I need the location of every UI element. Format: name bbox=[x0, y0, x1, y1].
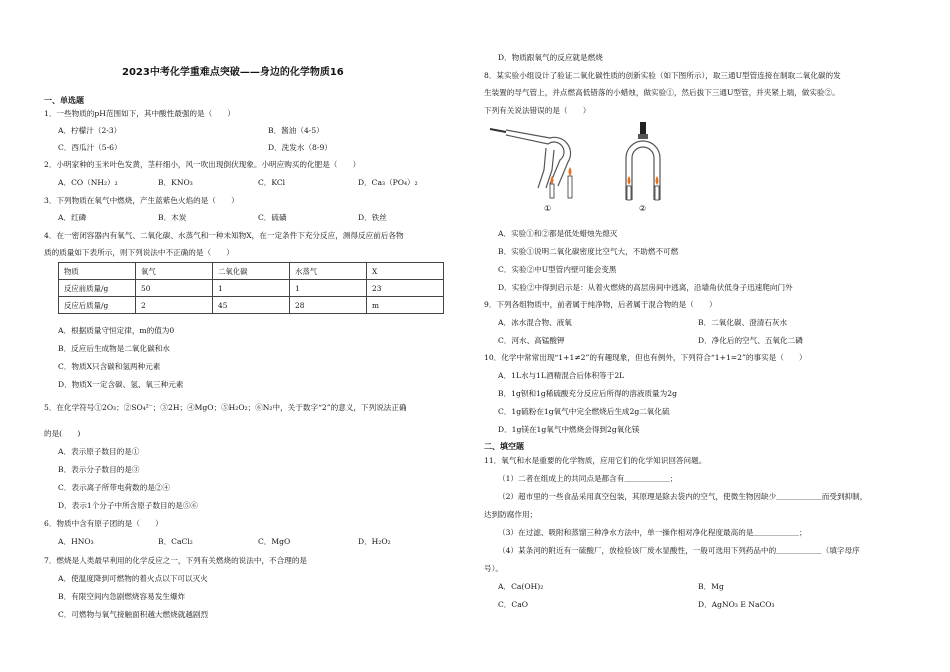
table-row bbox=[59, 263, 444, 280]
section-heading-fill-in: 二、填空题 bbox=[484, 442, 524, 451]
question-5-stem-line2: 的是( ) bbox=[44, 429, 81, 438]
question-8-option-a: A．实验①和②都是低处蜡烛先熄灭 bbox=[498, 229, 618, 238]
question-4-stem-line2: 质的质量如下表所示，则下列说法中不正确的是（ ） bbox=[44, 248, 234, 257]
table-cell: 反应后质量/g bbox=[59, 297, 136, 314]
question-6-option-d: D．H₂O₂ bbox=[358, 537, 391, 546]
question-8-stem-line2: 生装置的导气管上，并点燃高低错落的小蜡烛，做实验①，然后拔下三通U型管，并夹紧上端，做实验②。 bbox=[484, 88, 840, 97]
table-cell: X bbox=[367, 263, 444, 280]
question-11-part-2-line1: （2）超市里的一些食品采用真空包装，其原理是除去袋内的空气，使微生物因缺少＿＿＿＿＿＿而受到抑制， bbox=[498, 492, 868, 501]
document-title: 2023中考化学重难点突破——身边的化学物质16 bbox=[122, 67, 344, 78]
question-7-stem: 7．燃烧是人类最早利用的化学反应之一，下列有关燃烧的说法中，不合理的是 bbox=[44, 556, 308, 565]
question-8-stem-line1: 8．某实验小组设计了验证二氧化碳性质的创新实验（如下图所示），取三通U型管连接在制取二氧化碳的发 bbox=[484, 71, 841, 80]
question-6-option-b: B．CaCl₂ bbox=[158, 537, 193, 546]
question-11-part-2-line2: 达到防腐作用； bbox=[484, 510, 538, 519]
question-5-option-a: A．表示原子数目的是① bbox=[58, 447, 140, 456]
question-7-option-c: C．可燃物与氧气接触面积越大燃烧就越剧烈 bbox=[58, 610, 209, 619]
question-1-option-a: A．柠檬汁（2-3） bbox=[58, 126, 122, 135]
question-11-option-a: A．Ca(OH)₂ bbox=[498, 582, 544, 591]
question-9-option-d: D．净化后的空气、五氧化二磷 bbox=[698, 336, 803, 345]
question-11-part-4-line2: 号）。 bbox=[484, 564, 503, 573]
question-9-stem: 9．下列各组物质中，前者属于纯净物，后者属于混合物的是（ ） bbox=[484, 300, 717, 309]
question-8-option-c: C．实验②中U型管内壁可能会变黑 bbox=[498, 265, 617, 274]
question-8-option-d: D．实验②中得到启示是：从着火燃烧的高层房间中逃离，沿墙角伏低身子迅速爬向门外 bbox=[498, 283, 793, 292]
question-10-option-c: C．1g硫粉在1g氧气中完全燃烧后生成2g二氧化硫 bbox=[498, 407, 670, 416]
question-9-option-c: C．河水、高锰酸钾 bbox=[498, 336, 565, 345]
question-1-option-d: D．洗发水（8-9） bbox=[268, 143, 332, 152]
question-1-stem: 1．一些物质的pH范围如下，其中酸性最强的是（ ） bbox=[44, 109, 235, 118]
table-row bbox=[59, 280, 444, 297]
question-6-option-c: C．MgO bbox=[258, 537, 291, 546]
question-4-option-d: D．物质X一定含碳、氢、氧三种元素 bbox=[58, 380, 184, 389]
question-11-part-1: （1）二者在组成上的共同点是都含有＿＿＿＿＿＿； bbox=[498, 474, 678, 483]
question-2-option-b: B．KNO₃ bbox=[158, 178, 193, 187]
question-6-option-a: A．HNO₃ bbox=[58, 537, 94, 546]
table-cell: 45 bbox=[213, 297, 290, 314]
question-11-option-b: B．Mg bbox=[698, 582, 724, 591]
question-3-option-a: A．红磷 bbox=[58, 213, 87, 222]
question-4-mass-table bbox=[58, 262, 444, 314]
question-7-option-b: B．有限空间内急剧燃烧容易发生爆炸 bbox=[58, 592, 186, 601]
question-8-option-b: B．实验①说明二氧化碳密度比空气大，不助燃不可燃 bbox=[498, 247, 679, 256]
question-10-stem: 10．化学中常常出现“1+1≠2”的有趣现象，但也有例外，下列符合“1+1=2”的事实是（ ） bbox=[484, 353, 807, 362]
question-2-option-c: C．KCl bbox=[258, 178, 286, 187]
question-11-part-4-line1: （4）某条河的附近有一硫酸厂，放检验该厂废水显酸性，一般可选用下列药品中的＿＿＿＿＿＿（填字母序 bbox=[498, 546, 860, 555]
question-4-stem-line1: 4．在一密闭容器内有氧气、二氧化碳、水蒸气和一种未知物X，在一定条件下充分反应，测得反应前后各物 bbox=[44, 231, 404, 240]
question-8-stem-line3: 下列有关说法错误的是（ ） bbox=[484, 106, 591, 115]
experiment-2-label: ② bbox=[639, 204, 647, 213]
question-11-stem: 11．氧气和水是重要的化学物质，应用它们的化学知识回答问题。 bbox=[484, 456, 707, 465]
question-2-stem: 2．小明家种的玉米叶色发黄，茎秆细小，风一吹出现倒伏现象。小明应购买的化肥是（ ） bbox=[44, 160, 361, 169]
table-cell: 物质 bbox=[59, 263, 136, 280]
question-5-option-b: B．表示分子数目的是③ bbox=[58, 465, 140, 474]
experiment-1-figure bbox=[488, 120, 598, 204]
table-cell: 氧气 bbox=[136, 263, 213, 280]
table-cell: 50 bbox=[136, 280, 213, 297]
table-cell: 2 bbox=[136, 297, 213, 314]
table-cell: m bbox=[367, 297, 444, 314]
question-11-part-3: （3）在过滤、吸附和蒸馏三种净水方法中，单一操作相对净化程度最高的是＿＿＿＿＿＿； bbox=[498, 528, 807, 537]
question-3-option-d: D．铁丝 bbox=[358, 213, 387, 222]
question-7-option-d: D．物质跟氧气的反应就是燃烧 bbox=[498, 53, 603, 62]
table-cell: 二氧化碳 bbox=[213, 263, 290, 280]
question-4-option-b: B．反应后生成物是二氧化碳和水 bbox=[58, 344, 170, 353]
question-3-stem: 3．下列物质在氧气中燃烧，产生蓝紫色火焰的是（ ） bbox=[44, 196, 239, 205]
question-1-option-c: C．西瓜汁（5-6） bbox=[58, 143, 122, 152]
question-2-option-a: A．CO（NH₂）₂ bbox=[58, 178, 118, 187]
question-2-option-d: D．Ca₃（PO₄）₂ bbox=[358, 178, 418, 187]
question-10-option-a: A．1L水与1L酒精混合后体积等于2L bbox=[498, 371, 625, 380]
question-9-option-b: B．二氧化碳、澄清石灰水 bbox=[698, 318, 788, 327]
question-4-option-c: C．物质X只含碳和氢两种元素 bbox=[58, 362, 161, 371]
table-cell: 28 bbox=[290, 297, 367, 314]
section-heading-multiple-choice: 一、单选题 bbox=[44, 96, 84, 105]
table-cell: 反应前质量/g bbox=[59, 280, 136, 297]
question-6-stem: 6．物质中含有原子团的是（ ） bbox=[44, 519, 163, 528]
question-5-stem-line1: 5．在化学符号①2O₃；②SO₄²⁻；③2H；④MgO；⑤H₂O₂；⑥N₂中，关于数字“2”的意义，下列说法正确 bbox=[44, 403, 407, 412]
question-7-option-a: A．使温度降到可燃物的着火点以下可以灭火 bbox=[58, 574, 208, 583]
table-cell: 1 bbox=[290, 280, 367, 297]
question-9-option-a: A．冰水混合物、液氧 bbox=[498, 318, 572, 327]
question-4-option-a: A．根据质量守恒定律，m的值为0 bbox=[58, 326, 175, 335]
experiment-1-label: ① bbox=[544, 204, 552, 213]
question-5-option-d: D．表示1个分子中所含原子数目的是⑤⑥ bbox=[58, 501, 199, 510]
table-row bbox=[59, 297, 444, 314]
question-1-option-b: B．酱油（4-5） bbox=[268, 126, 324, 135]
question-11-option-c: C．CaO bbox=[498, 600, 528, 609]
table-cell: 水蒸气 bbox=[290, 263, 367, 280]
question-3-option-c: C．硫磺 bbox=[258, 213, 287, 222]
question-3-option-b: B．木炭 bbox=[158, 213, 187, 222]
question-11-option-d: D．AgNO₃ E NaCO₃ bbox=[698, 600, 775, 609]
question-5-option-c: C．表示离子所带电荷数的是②④ bbox=[58, 483, 171, 492]
experiment-2-figure bbox=[614, 120, 674, 204]
question-10-option-d: D．1g镁在1g氧气中燃烧会得到2g氧化镁 bbox=[498, 425, 640, 434]
table-cell: 23 bbox=[367, 280, 444, 297]
question-10-option-b: B．1g钡和1g稀硫酸充分反应后所得的溶液质量为2g bbox=[498, 389, 677, 398]
table-cell: 1 bbox=[213, 280, 290, 297]
